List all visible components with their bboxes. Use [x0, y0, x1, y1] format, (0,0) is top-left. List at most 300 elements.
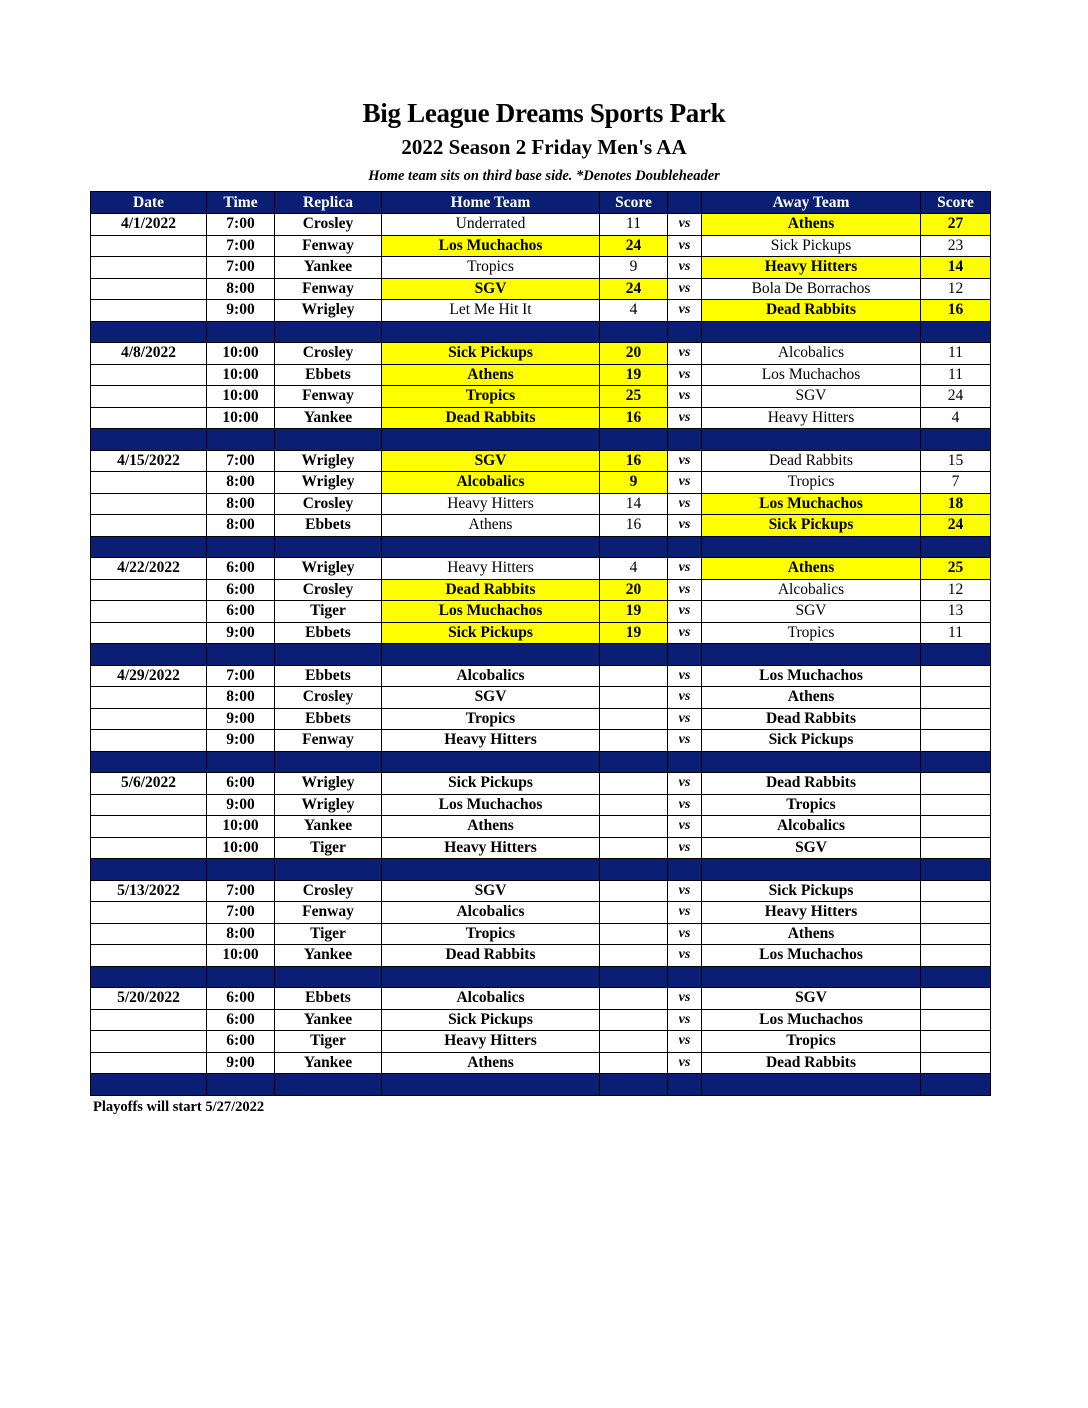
vs-label: vs — [668, 794, 702, 816]
game-row — [91, 773, 991, 795]
separator-cell — [921, 966, 991, 988]
away-score — [921, 1009, 991, 1031]
away-score: 24 — [921, 515, 991, 537]
week-separator — [91, 536, 991, 558]
game-field: Wrigley — [275, 558, 382, 580]
game-row — [91, 558, 991, 580]
home-team: Los Muchachos — [382, 601, 600, 623]
away-score: 14 — [921, 257, 991, 279]
away-team: Athens — [702, 214, 921, 236]
game-date — [91, 687, 207, 709]
vs-label: vs — [668, 343, 702, 365]
game-date — [91, 601, 207, 623]
game-date: 5/6/2022 — [91, 773, 207, 795]
separator-cell — [275, 429, 382, 451]
vs-label: vs — [668, 472, 702, 494]
game-field: Wrigley — [275, 300, 382, 322]
game-time: 10:00 — [207, 837, 275, 859]
home-team: Dead Rabbits — [382, 579, 600, 601]
game-time: 7:00 — [207, 235, 275, 257]
vs-label: vs — [668, 1031, 702, 1053]
schedule-body — [91, 214, 991, 1096]
game-field: Ebbets — [275, 622, 382, 644]
separator-cell — [91, 966, 207, 988]
away-score: 11 — [921, 622, 991, 644]
game-field: Crosley — [275, 880, 382, 902]
game-date — [91, 1009, 207, 1031]
game-row — [91, 300, 991, 322]
separator-cell — [921, 429, 991, 451]
home-score: 24 — [600, 235, 668, 257]
game-row — [91, 278, 991, 300]
away-team: Dead Rabbits — [702, 1052, 921, 1074]
home-team: Athens — [382, 816, 600, 838]
separator-cell — [702, 751, 921, 773]
separator-cell — [275, 644, 382, 666]
game-row — [91, 579, 991, 601]
col-header-away-score: Score — [921, 192, 991, 214]
separator-cell — [702, 536, 921, 558]
game-field: Tiger — [275, 1031, 382, 1053]
game-date — [91, 1052, 207, 1074]
separator-cell — [702, 1074, 921, 1096]
vs-label: vs — [668, 622, 702, 644]
home-score — [600, 945, 668, 967]
game-date — [91, 945, 207, 967]
away-team: SGV — [702, 837, 921, 859]
game-time: 6:00 — [207, 988, 275, 1010]
vs-label: vs — [668, 923, 702, 945]
away-team: Sick Pickups — [702, 730, 921, 752]
vs-label: vs — [668, 837, 702, 859]
game-row — [91, 493, 991, 515]
vs-label: vs — [668, 601, 702, 623]
away-team: Bola De Borrachos — [702, 278, 921, 300]
game-time: 6:00 — [207, 773, 275, 795]
separator-cell — [921, 644, 991, 666]
separator-cell — [275, 536, 382, 558]
away-score — [921, 730, 991, 752]
separator-cell — [382, 751, 600, 773]
game-time: 8:00 — [207, 923, 275, 945]
game-time: 9:00 — [207, 730, 275, 752]
game-time: 7:00 — [207, 665, 275, 687]
away-team: Dead Rabbits — [702, 708, 921, 730]
page-title: Big League Dreams Sports Park — [362, 98, 726, 128]
separator-cell — [382, 1074, 600, 1096]
separator-cell — [91, 859, 207, 881]
game-time: 8:00 — [207, 493, 275, 515]
game-field: Crosley — [275, 214, 382, 236]
game-row — [91, 945, 991, 967]
away-team: Dead Rabbits — [702, 773, 921, 795]
home-score: 16 — [600, 407, 668, 429]
vs-label: vs — [668, 708, 702, 730]
separator-cell — [275, 966, 382, 988]
away-score: 11 — [921, 364, 991, 386]
separator-cell — [275, 1074, 382, 1096]
away-team: SGV — [702, 988, 921, 1010]
away-team: Los Muchachos — [702, 945, 921, 967]
home-score — [600, 730, 668, 752]
game-row — [91, 622, 991, 644]
week-separator — [91, 751, 991, 773]
game-date — [91, 579, 207, 601]
game-date: 4/1/2022 — [91, 214, 207, 236]
game-field: Wrigley — [275, 773, 382, 795]
game-row — [91, 730, 991, 752]
col-header-home-score: Score — [600, 192, 668, 214]
away-score: 16 — [921, 300, 991, 322]
separator-cell — [702, 321, 921, 343]
home-score: 20 — [600, 343, 668, 365]
home-score: 19 — [600, 601, 668, 623]
game-row — [91, 450, 991, 472]
game-time: 7:00 — [207, 902, 275, 924]
game-row — [91, 257, 991, 279]
away-score — [921, 923, 991, 945]
separator-cell — [382, 644, 600, 666]
away-score: 24 — [921, 386, 991, 408]
away-team: Dead Rabbits — [702, 450, 921, 472]
vs-label: vs — [668, 945, 702, 967]
game-date: 5/20/2022 — [91, 988, 207, 1010]
away-score: 25 — [921, 558, 991, 580]
away-team: Sick Pickups — [702, 880, 921, 902]
away-team: Los Muchachos — [702, 493, 921, 515]
game-field: Fenway — [275, 902, 382, 924]
vs-label: vs — [668, 902, 702, 924]
home-score: 24 — [600, 278, 668, 300]
separator-cell — [921, 536, 991, 558]
home-team: Heavy Hitters — [382, 837, 600, 859]
home-score — [600, 1009, 668, 1031]
game-field: Fenway — [275, 235, 382, 257]
game-date — [91, 794, 207, 816]
game-time: 9:00 — [207, 622, 275, 644]
vs-label: vs — [668, 816, 702, 838]
separator-cell — [668, 966, 702, 988]
away-score: 12 — [921, 579, 991, 601]
away-team: Los Muchachos — [702, 1009, 921, 1031]
game-field: Ebbets — [275, 364, 382, 386]
game-row — [91, 1031, 991, 1053]
away-score: 27 — [921, 214, 991, 236]
home-score: 20 — [600, 579, 668, 601]
game-field: Tiger — [275, 923, 382, 945]
home-team: Tropics — [382, 257, 600, 279]
separator-cell — [668, 536, 702, 558]
separator-cell — [702, 644, 921, 666]
away-score — [921, 687, 991, 709]
game-date: 4/8/2022 — [91, 343, 207, 365]
home-score: 19 — [600, 622, 668, 644]
game-row — [91, 816, 991, 838]
game-date — [91, 1031, 207, 1053]
home-score — [600, 837, 668, 859]
home-score — [600, 708, 668, 730]
home-team: Sick Pickups — [382, 622, 600, 644]
home-score — [600, 923, 668, 945]
away-team: Dead Rabbits — [702, 300, 921, 322]
vs-label: vs — [668, 665, 702, 687]
home-team: Underrated — [382, 214, 600, 236]
separator-cell — [600, 966, 668, 988]
home-team: Athens — [382, 515, 600, 537]
game-row — [91, 923, 991, 945]
game-row — [91, 794, 991, 816]
game-field: Wrigley — [275, 794, 382, 816]
game-row — [91, 343, 991, 365]
separator-cell — [668, 429, 702, 451]
separator-cell — [668, 859, 702, 881]
home-team: Athens — [382, 364, 600, 386]
home-score — [600, 816, 668, 838]
home-team: Tropics — [382, 708, 600, 730]
away-team: Heavy Hitters — [702, 902, 921, 924]
away-score: 12 — [921, 278, 991, 300]
game-field: Tiger — [275, 837, 382, 859]
separator-cell — [668, 751, 702, 773]
away-team: Heavy Hitters — [702, 407, 921, 429]
vs-label: vs — [668, 257, 702, 279]
col-header-date: Date — [91, 192, 207, 214]
game-row — [91, 1009, 991, 1031]
home-team: Sick Pickups — [382, 773, 600, 795]
home-team: Alcobalics — [382, 665, 600, 687]
game-time: 8:00 — [207, 687, 275, 709]
game-time: 6:00 — [207, 601, 275, 623]
game-field: Yankee — [275, 1052, 382, 1074]
home-team: Athens — [382, 1052, 600, 1074]
separator-cell — [600, 536, 668, 558]
home-team: SGV — [382, 450, 600, 472]
game-date — [91, 493, 207, 515]
game-field: Ebbets — [275, 988, 382, 1010]
separator-cell — [207, 644, 275, 666]
home-score: 14 — [600, 493, 668, 515]
separator-cell — [600, 1074, 668, 1096]
vs-label: vs — [668, 235, 702, 257]
away-score — [921, 665, 991, 687]
game-field: Yankee — [275, 1009, 382, 1031]
separator-cell — [600, 751, 668, 773]
game-time: 10:00 — [207, 386, 275, 408]
header-row — [91, 192, 991, 214]
separator-cell — [668, 321, 702, 343]
game-time: 10:00 — [207, 816, 275, 838]
home-score: 4 — [600, 558, 668, 580]
game-row — [91, 902, 991, 924]
home-team: Tropics — [382, 923, 600, 945]
game-field: Ebbets — [275, 515, 382, 537]
home-team: SGV — [382, 687, 600, 709]
game-time: 9:00 — [207, 794, 275, 816]
game-time: 7:00 — [207, 880, 275, 902]
away-team: Alcobalics — [702, 579, 921, 601]
away-team: SGV — [702, 601, 921, 623]
game-date: 4/15/2022 — [91, 450, 207, 472]
week-separator — [91, 644, 991, 666]
game-row — [91, 472, 991, 494]
game-row — [91, 880, 991, 902]
game-row — [91, 988, 991, 1010]
separator-cell — [207, 321, 275, 343]
home-team: Sick Pickups — [382, 1009, 600, 1031]
game-field: Yankee — [275, 257, 382, 279]
away-score — [921, 837, 991, 859]
game-row — [91, 214, 991, 236]
game-time: 9:00 — [207, 1052, 275, 1074]
game-row — [91, 1052, 991, 1074]
home-score: 4 — [600, 300, 668, 322]
separator-cell — [207, 1074, 275, 1096]
away-score: 23 — [921, 235, 991, 257]
home-team: SGV — [382, 880, 600, 902]
home-team: Alcobalics — [382, 472, 600, 494]
game-time: 7:00 — [207, 257, 275, 279]
game-row — [91, 386, 991, 408]
vs-label: vs — [668, 730, 702, 752]
game-time: 7:00 — [207, 450, 275, 472]
game-field: Fenway — [275, 278, 382, 300]
separator-cell — [91, 321, 207, 343]
home-team: Heavy Hitters — [382, 730, 600, 752]
away-score: 11 — [921, 343, 991, 365]
separator-cell — [382, 429, 600, 451]
col-header-away-team: Away Team — [702, 192, 921, 214]
separator-cell — [702, 429, 921, 451]
schedule-table — [90, 191, 991, 1096]
game-date — [91, 300, 207, 322]
game-date — [91, 622, 207, 644]
away-team: Tropics — [702, 1031, 921, 1053]
away-score — [921, 1052, 991, 1074]
home-team: Dead Rabbits — [382, 945, 600, 967]
vs-label: vs — [668, 278, 702, 300]
game-time: 8:00 — [207, 278, 275, 300]
home-score — [600, 1052, 668, 1074]
game-row — [91, 407, 991, 429]
vs-label: vs — [668, 214, 702, 236]
vs-label: vs — [668, 300, 702, 322]
away-score: 15 — [921, 450, 991, 472]
game-date — [91, 837, 207, 859]
col-header-time: Time — [207, 192, 275, 214]
home-score — [600, 988, 668, 1010]
col-header-replica: Replica — [275, 192, 382, 214]
away-team: Athens — [702, 558, 921, 580]
away-score: 13 — [921, 601, 991, 623]
vs-label: vs — [668, 880, 702, 902]
game-field: Ebbets — [275, 708, 382, 730]
away-score: 7 — [921, 472, 991, 494]
game-date — [91, 364, 207, 386]
game-time: 10:00 — [207, 945, 275, 967]
home-team: SGV — [382, 278, 600, 300]
vs-label: vs — [668, 579, 702, 601]
vs-label: vs — [668, 515, 702, 537]
game-row — [91, 601, 991, 623]
game-time: 6:00 — [207, 1009, 275, 1031]
game-date — [91, 257, 207, 279]
game-date: 4/29/2022 — [91, 665, 207, 687]
separator-cell — [600, 859, 668, 881]
away-team: Heavy Hitters — [702, 257, 921, 279]
home-score — [600, 880, 668, 902]
game-time: 10:00 — [207, 343, 275, 365]
home-score — [600, 794, 668, 816]
game-field: Crosley — [275, 343, 382, 365]
game-row — [91, 708, 991, 730]
game-field: Fenway — [275, 730, 382, 752]
week-separator — [91, 1074, 991, 1096]
away-team: SGV — [702, 386, 921, 408]
away-score — [921, 708, 991, 730]
separator-cell — [600, 321, 668, 343]
separator-cell — [207, 966, 275, 988]
game-row — [91, 665, 991, 687]
game-row — [91, 515, 991, 537]
home-team: Heavy Hitters — [382, 558, 600, 580]
vs-label: vs — [668, 1052, 702, 1074]
separator-cell — [382, 966, 600, 988]
separator-cell — [275, 751, 382, 773]
home-score: 19 — [600, 364, 668, 386]
separator-cell — [921, 321, 991, 343]
away-score — [921, 1031, 991, 1053]
game-time: 7:00 — [207, 214, 275, 236]
away-score — [921, 794, 991, 816]
separator-cell — [207, 429, 275, 451]
separator-cell — [702, 859, 921, 881]
separator-cell — [600, 644, 668, 666]
vs-label: vs — [668, 687, 702, 709]
away-team: Sick Pickups — [702, 235, 921, 257]
game-date — [91, 407, 207, 429]
vs-label: vs — [668, 988, 702, 1010]
home-team: Heavy Hitters — [382, 1031, 600, 1053]
separator-cell — [91, 644, 207, 666]
vs-label: vs — [668, 450, 702, 472]
game-time: 10:00 — [207, 364, 275, 386]
home-score — [600, 773, 668, 795]
game-time: 6:00 — [207, 558, 275, 580]
away-team: Tropics — [702, 794, 921, 816]
home-score — [600, 665, 668, 687]
game-date — [91, 278, 207, 300]
page-subtitle: 2022 Season 2 Friday Men's AA — [401, 135, 687, 159]
away-team: Alcobalics — [702, 343, 921, 365]
away-score — [921, 816, 991, 838]
vs-label: vs — [668, 558, 702, 580]
away-score — [921, 945, 991, 967]
separator-cell — [275, 859, 382, 881]
home-score — [600, 902, 668, 924]
home-score: 9 — [600, 257, 668, 279]
week-separator — [91, 859, 991, 881]
away-team: Los Muchachos — [702, 665, 921, 687]
away-team: Tropics — [702, 472, 921, 494]
separator-cell — [207, 751, 275, 773]
away-team: Athens — [702, 687, 921, 709]
week-separator — [91, 966, 991, 988]
home-team: Let Me Hit It — [382, 300, 600, 322]
game-field: Yankee — [275, 407, 382, 429]
away-team: Sick Pickups — [702, 515, 921, 537]
vs-label: vs — [668, 364, 702, 386]
home-team: Alcobalics — [382, 902, 600, 924]
